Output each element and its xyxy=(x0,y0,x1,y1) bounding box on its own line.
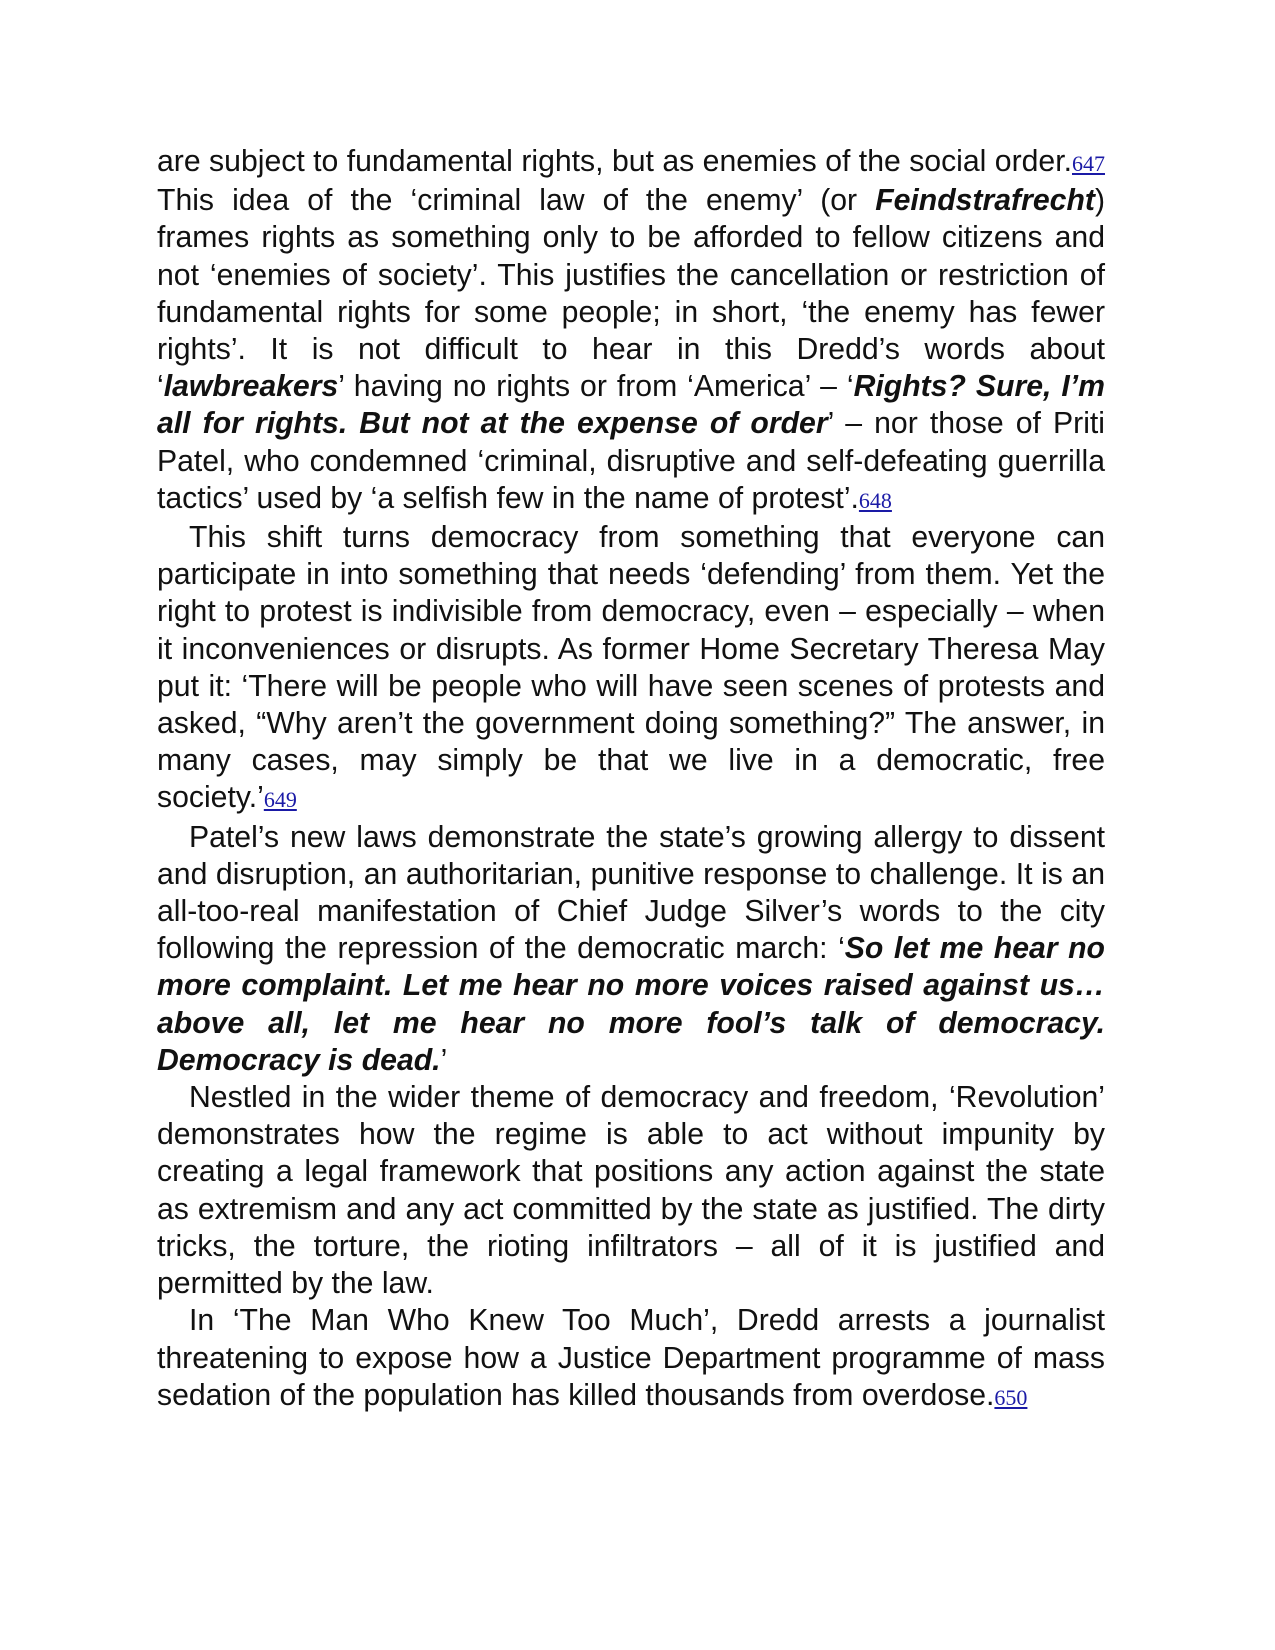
emphasis-text: So let me hear no more complaint. Let me hear no more voices raised against us… above all, let me hear no more fool’s talk of democracy. Democracy is dead. xyxy=(157,932,1105,1077)
emphasis-text: Feindstrafrecht xyxy=(875,184,1095,218)
paragraph xyxy=(157,143,1105,519)
footnote-link[interactable]: 649 xyxy=(263,787,297,813)
emphasis-text: Rights? Sure, I’m all for rights. But not at the expense of order xyxy=(157,370,1105,441)
text-run: ’ – nor those of Priti Patel, who condemned ‘criminal, disruptive and self-defeating guerrilla tactics’ used by ‘a selfish few in the name of protest’. xyxy=(157,407,1106,515)
footnote-link[interactable]: 648 xyxy=(858,487,892,513)
text-run: In ‘The Man Who Knew Too Much’, Dredd arrests a journalist threatening to expose how a Justice Department programme of mass sedation of the population has killed thousands from overdose. xyxy=(157,1304,1105,1412)
paragraph xyxy=(157,1079,1105,1302)
text-run: ’ having no rights or from ‘America’ – ‘ xyxy=(338,370,854,404)
footnote-link[interactable]: 647 xyxy=(1072,151,1105,176)
paragraph xyxy=(157,819,1105,1079)
text-run: This idea of the ‘criminal law of the enemy’ (or xyxy=(157,184,876,218)
text-run: Nestled in the wider theme of democracy and freedom, ‘Revolution’ demonstrates how the regime is able to act without impunity by creating a legal framework that positions any action against the state as extremism and any act committed by the state as justified. The dirty tricks, the torture, the rioting infiltrators – all of it is justified and permitted by the law. xyxy=(157,1081,1105,1301)
footnote-link[interactable]: 650 xyxy=(994,1384,1028,1410)
text-run: ’ xyxy=(440,1043,448,1077)
text-run: ) frames rights as something only to be afforded to fellow citizens and not ‘enemies of society’. This justifies the cancellation or restriction of fundamental rights for some people; in short, ‘the enemy has fewer rights’. It is not difficult to hear in this Dredd’s words about ‘ xyxy=(157,184,1105,404)
page-body xyxy=(157,143,1105,1416)
paragraph xyxy=(157,1302,1105,1416)
text-run: Patel’s new laws demonstrate the state’s growing allergy to dissent and disruption, an authoritarian, punitive response to challenge. It is an all-too-real manifestation of Chief Judge Silver’s words to the city following the repression of the democratic march: ‘ xyxy=(157,820,1105,966)
paragraph xyxy=(157,519,1105,819)
emphasis-text: lawbreakers xyxy=(163,370,339,404)
text-run: are subject to fundamental rights, but as enemies of the social order. xyxy=(157,145,1072,178)
text-run: This shift turns democracy from something that everyone can participate in into something that needs ‘defending’ from them. Yet the right to protest is indivisible from democracy, even – especially – when it inconveniences or disrupts. As former Home Secretary Theresa May put it: ‘There will be people who will have seen scenes of protests and asked, “Why aren’t the government doing something?” The answer, in many cases, may simply be that we live in a democratic, free society.’ xyxy=(157,521,1105,815)
